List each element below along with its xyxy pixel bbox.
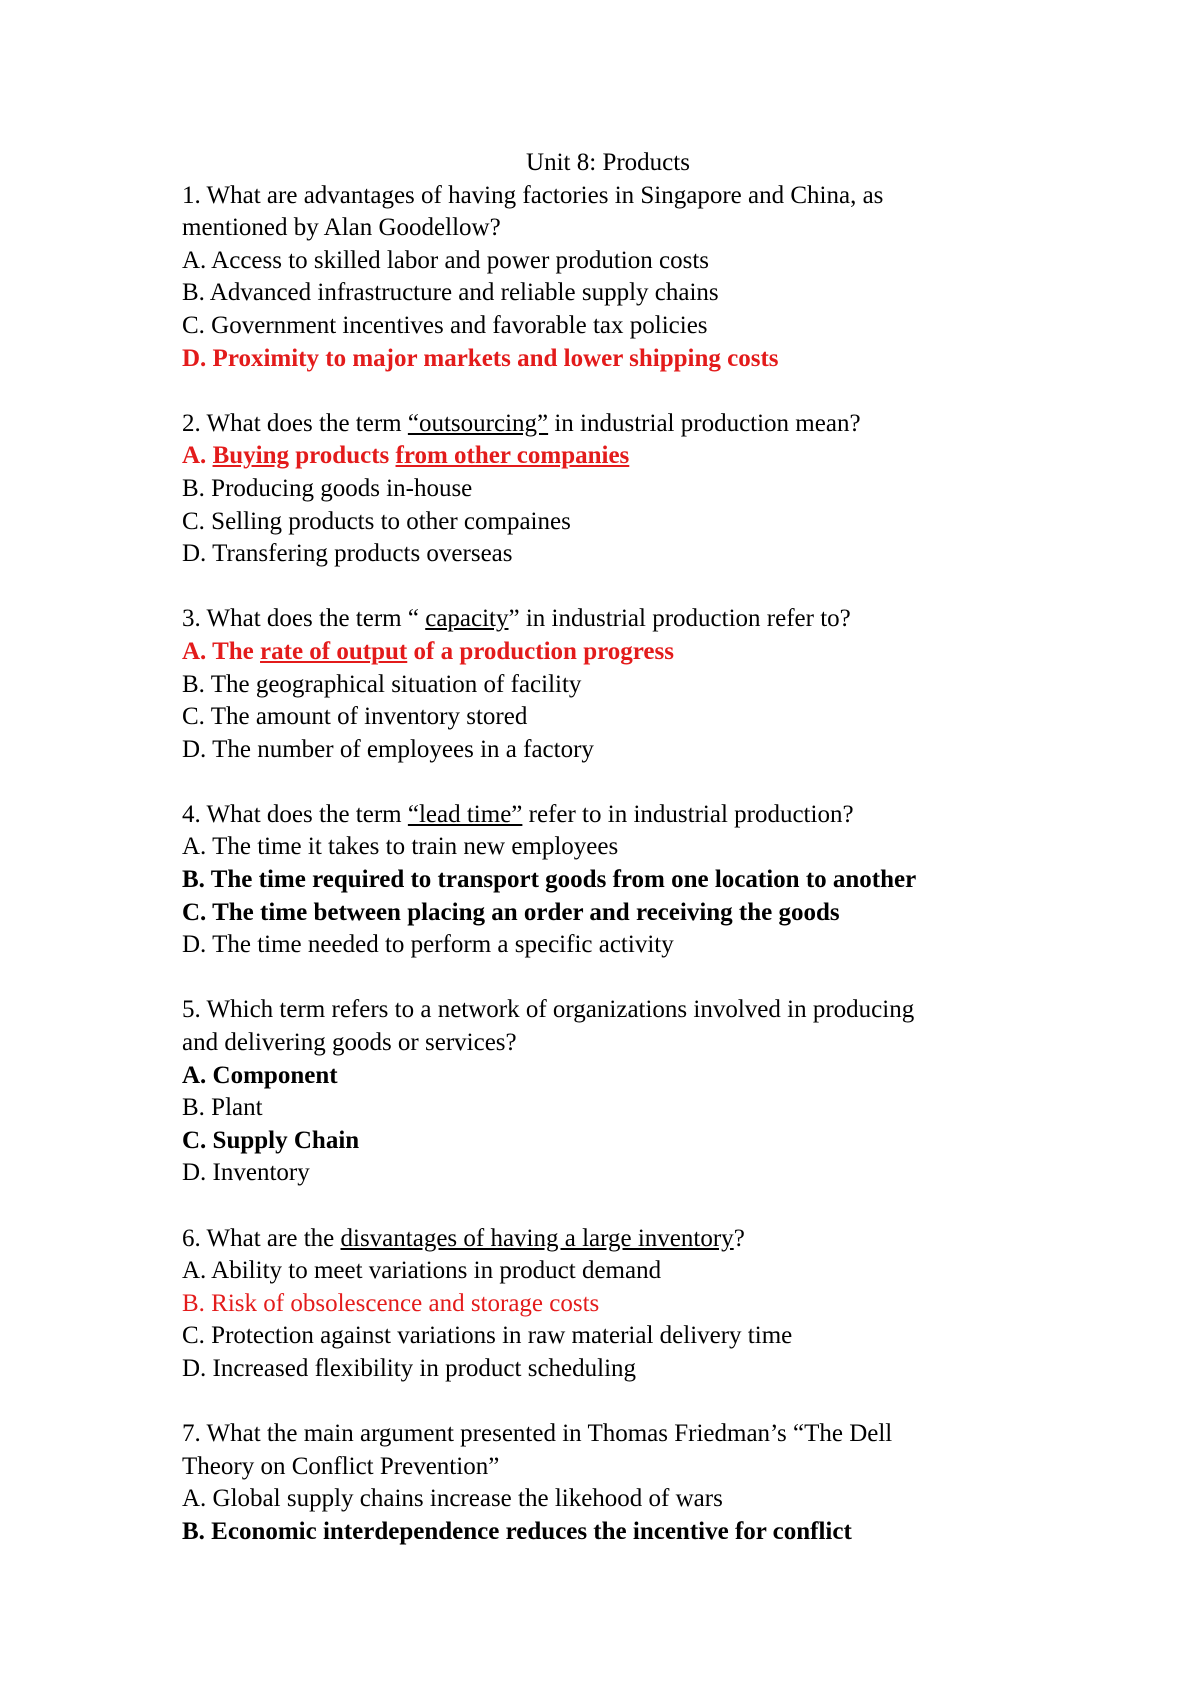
question-4-option-d: D. The time needed to perform a specific activity [182,931,674,959]
question-4-text-post: refer to in industrial production? [522,800,854,828]
question-4-text [182,799,1062,832]
document-body [182,147,1062,1549]
question-3-option-c: C. The amount of inventory stored [182,703,528,731]
question-3-option-a-suffix: of a production progress [407,637,674,665]
question-2-option-c: C. Selling products to other compaines [182,507,571,535]
question-2-option-a-underline-2: from other companies [395,442,630,470]
question-1-option-c: C. Government incentives and favorable tax policies [182,311,708,339]
question-6-option-c: C. Protection against variations in raw material delivery time [182,1322,793,1350]
question-6-option-b-answer: B. Risk of obsolescence and storage costs [182,1289,600,1317]
question-6-text-post: ? [733,1224,745,1252]
question-5-text-line-1: 5. Which term refers to a network of organizations involved in producing [182,996,915,1024]
question-3-term: capacity [425,605,509,633]
question-3-option-a-underline: rate of output [260,637,408,665]
question-2-term: “outsourcing” [407,409,549,437]
question-2-option-b: B. Producing goods in-house [182,474,473,502]
question-5-option-c: C. Supply Chain [182,1126,360,1154]
question-6-term: disvantages of having a large inventory [340,1224,734,1252]
question-3-option-d: D. The number of employees in a factory [182,735,594,763]
spacer [182,1386,1062,1419]
question-1-text-line-2: mentioned by Alan Goodellow? [182,214,501,242]
question-1-text-line-1: 1. What are advantages of having factories in Singapore and China, as [182,181,884,209]
question-2-option-a-answer [182,440,1062,473]
question-4-term: “lead time” [407,800,523,828]
spacer [182,375,1062,408]
question-7-text-line-1: 7. What the main argument presented in Thomas Friedman’s “The Dell [182,1420,893,1448]
question-2-text-post: in industrial production mean? [548,409,861,437]
question-2-text [182,408,1062,441]
question-1-option-a: A. Access to skilled labor and power prodution costs [182,246,709,274]
question-5-option-a: A. Component [182,1061,338,1089]
question-7-option-a: A. Global supply chains increase the likehood of wars [182,1485,723,1513]
question-7-option-b: B. Economic interdependence reduces the incentive for conflict [182,1517,852,1545]
question-6-text-pre: 6. What are the [182,1224,341,1252]
question-3-text [182,603,1062,636]
question-2-option-a-middle: products [289,442,396,470]
question-4-option-b: B. The time required to transport goods from one location to another [182,866,917,894]
question-2-text-pre: 2. What does the term [182,409,408,437]
question-7-text-line-2: Theory on Conflict Prevention” [182,1452,500,1480]
question-2-option-d: D. Transfering products overseas [182,540,513,568]
page-title: Unit 8: Products [526,149,690,176]
question-2-option-a-prefix: A. [182,442,213,470]
question-3-text-post: ” in industrial production refer to? [508,605,851,633]
question-1-option-d-answer: D. Proximity to major markets and lower shipping costs [182,344,779,372]
question-4-option-a: A. The time it takes to train new employees [182,833,619,861]
question-2-option-a-underline-1: Buying [212,442,289,470]
spacer [182,1190,1062,1223]
question-5-text-line-2: and delivering goods or services? [182,1029,517,1057]
question-3-option-a-prefix: A. The [182,637,261,665]
question-5-option-d: D. Inventory [182,1159,310,1187]
question-6-option-d: D. Increased flexibility in product scheduling [182,1354,637,1382]
question-4-option-c: C. The time between placing an order and receiving the goods [182,898,840,926]
question-3-option-a-answer [182,636,1062,669]
spacer [182,571,1062,604]
question-4-text-pre: 4. What does the term [182,800,408,828]
question-1-option-b: B. Advanced infrastructure and reliable supply chains [182,279,719,307]
spacer [182,766,1062,799]
question-6-option-a: A. Ability to meet variations in product demand [182,1257,662,1285]
question-6-text [182,1223,1062,1256]
question-3-option-b: B. The geographical situation of facility [182,670,582,698]
spacer [182,962,1062,995]
question-5-option-b: B. Plant [182,1094,263,1122]
question-3-text-pre: 3. What does the term “ [182,605,426,633]
